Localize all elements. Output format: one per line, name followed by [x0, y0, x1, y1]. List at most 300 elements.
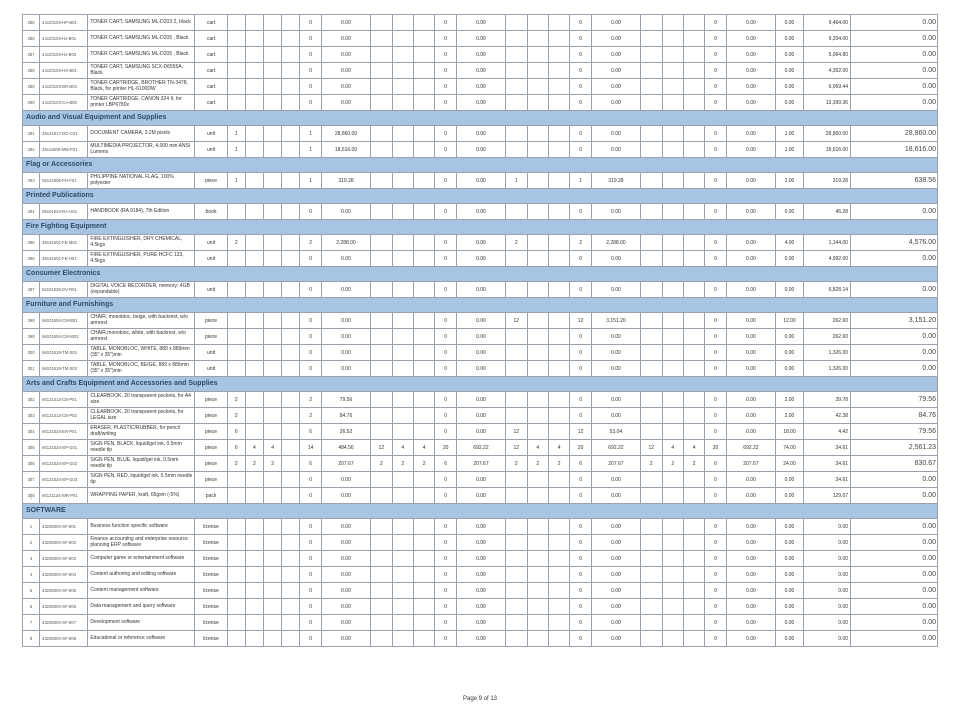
- cell-p1: 0.00: [321, 251, 370, 267]
- cell-f2: [662, 472, 683, 488]
- cell-q1: 1: [300, 126, 321, 142]
- cell-f1: [641, 424, 662, 440]
- cell-q3: 0: [570, 345, 591, 361]
- cell-total: 28,860.00: [851, 126, 938, 142]
- cell-q3: 0: [570, 488, 591, 504]
- cell-p1: 0.00: [321, 488, 370, 504]
- cell-desc: WRAPPING PAPER, kraft, 65gsm (-5%): [88, 488, 195, 504]
- cell-price: 319.28: [803, 173, 850, 189]
- cell-f2: [662, 15, 683, 31]
- cell-f3: [683, 31, 704, 47]
- cell-q2: 0: [435, 488, 456, 504]
- cell-e3: [548, 329, 569, 345]
- cell-no: 1: [23, 519, 40, 535]
- cell-e3: [548, 408, 569, 424]
- cell-p2: 0.00: [456, 583, 505, 599]
- cell-c2: [245, 204, 263, 220]
- cell-q1: 0: [300, 567, 321, 583]
- cell-f2: [662, 392, 683, 408]
- cell-e3: [548, 567, 569, 583]
- cell-e1: 12: [506, 440, 527, 456]
- cell-q2: 0: [435, 631, 456, 647]
- cell-q1: 0: [300, 329, 321, 345]
- cell-q4: 0: [705, 251, 726, 267]
- cell-unit: unit: [195, 251, 227, 267]
- table-row: [23, 519, 938, 535]
- cell-q2: 6: [435, 456, 456, 472]
- cell-p4: 0.00: [726, 583, 775, 599]
- cell-desc: Business function specific software: [88, 519, 195, 535]
- cell-price: 1,144.00: [803, 235, 850, 251]
- cell-f2: [662, 142, 683, 158]
- cell-c2: [245, 142, 263, 158]
- cell-q4: 0: [705, 408, 726, 424]
- cell-t1: 4.00: [776, 235, 804, 251]
- cell-desc: DIGITAL VOICE RECORDER, memory: 4GB (expandable): [88, 282, 195, 298]
- cell-desc: HANDBOOK (RA 9184), 7th Edition: [88, 204, 195, 220]
- cell-unit: pack: [195, 488, 227, 504]
- cell-p4: 0.00: [726, 329, 775, 345]
- cell-d2: [392, 47, 413, 63]
- cell-p2: 0.00: [456, 631, 505, 647]
- table-row: [23, 251, 938, 267]
- cell-d3: [413, 235, 434, 251]
- cell-f2: [662, 488, 683, 504]
- cell-d3: [413, 126, 434, 142]
- cell-d3: [413, 79, 434, 95]
- cell-d2: [392, 126, 413, 142]
- cell-code: 44103103-HJ-B01: [40, 31, 88, 47]
- cell-e1: [506, 282, 527, 298]
- cell-desc: FIRE EXTINGUISHER, PURE HCFC 123, 4.5kgs: [88, 251, 195, 267]
- table-row: [23, 440, 938, 456]
- cell-total: 0.00: [851, 599, 938, 615]
- cell-q4: 0: [705, 79, 726, 95]
- cell-p3: 0.00: [591, 31, 640, 47]
- cell-f3: [683, 142, 704, 158]
- cell-p1: 0.00: [321, 361, 370, 377]
- table-row: [23, 583, 938, 599]
- cell-c3: [264, 599, 282, 615]
- cell-f2: [662, 615, 683, 631]
- cell-c1: [227, 313, 245, 329]
- cell-d2: [392, 583, 413, 599]
- cell-p4: 0.00: [726, 424, 775, 440]
- cell-code: 43230000-SF-003: [40, 551, 88, 567]
- cell-e2: [527, 282, 548, 298]
- cell-code: 43230000-SF-008: [40, 631, 88, 647]
- cell-p2: 0.00: [456, 313, 505, 329]
- cell-p4: 0.00: [726, 535, 775, 551]
- cell-f2: [662, 173, 683, 189]
- cell-e3: [548, 313, 569, 329]
- cell-e3: [548, 392, 569, 408]
- cell-q1: 0: [300, 583, 321, 599]
- cell-code: 44103103-BR-B03: [40, 79, 88, 95]
- cell-c3: [264, 535, 282, 551]
- cell-d3: 2: [413, 456, 434, 472]
- cell-f1: [641, 63, 662, 79]
- cell-f2: [662, 126, 683, 142]
- cell-p1: 0.00: [321, 345, 370, 361]
- cell-total: 0.00: [851, 631, 938, 647]
- cell-f3: [683, 282, 704, 298]
- cell-c1: 1: [227, 173, 245, 189]
- cell-code: 52161535-DV-R01: [40, 282, 88, 298]
- cell-q3: 0: [570, 551, 591, 567]
- cell-code: 60121413-CB-P01: [40, 392, 88, 408]
- cell-f2: [662, 31, 683, 47]
- cell-f2: [662, 204, 683, 220]
- cell-c4: [282, 313, 300, 329]
- cell-t1: 0.00: [776, 488, 804, 504]
- cell-code: 45111609-MM-P01: [40, 142, 88, 158]
- cell-c1: [227, 472, 245, 488]
- cell-total: 0.00: [851, 583, 938, 599]
- cell-t1: 0.00: [776, 631, 804, 647]
- cell-code: 44103103-HX-B01: [40, 63, 88, 79]
- cell-p3: 0.00: [591, 583, 640, 599]
- cell-total: 79.56: [851, 392, 938, 408]
- cell-unit: license: [195, 615, 227, 631]
- table-row: [23, 567, 938, 583]
- cell-c4: [282, 408, 300, 424]
- cell-price: 46.28: [803, 204, 850, 220]
- section-title: Consumer Electronics: [23, 267, 938, 282]
- cell-p1: 207.67: [321, 456, 370, 472]
- cell-q3: 0: [570, 519, 591, 535]
- cell-d2: [392, 15, 413, 31]
- cell-d3: [413, 392, 434, 408]
- cell-unit: license: [195, 551, 227, 567]
- cell-e1: [506, 488, 527, 504]
- cell-p1: 84.76: [321, 408, 370, 424]
- cell-c3: [264, 424, 282, 440]
- cell-t1: 0.00: [776, 599, 804, 615]
- cell-c2: 2: [245, 456, 263, 472]
- cell-c3: [264, 79, 282, 95]
- cell-c4: [282, 535, 300, 551]
- cell-p4: 0.00: [726, 631, 775, 647]
- section-header: [23, 377, 938, 392]
- cell-t1: 0.00: [776, 31, 804, 47]
- cell-q4: 0: [705, 631, 726, 647]
- cell-p3: 0.00: [591, 15, 640, 31]
- cell-f1: [641, 126, 662, 142]
- cell-q2: 0: [435, 282, 456, 298]
- cell-c3: [264, 173, 282, 189]
- section-title: Audio and Visual Equipment and Supplies: [23, 111, 938, 126]
- cell-e3: [548, 63, 569, 79]
- cell-d1: [371, 31, 392, 47]
- cell-c1: [227, 345, 245, 361]
- table-row: [23, 282, 938, 298]
- cell-c2: [245, 282, 263, 298]
- cell-p4: 0.00: [726, 126, 775, 142]
- cell-desc: TABLE, MONOBLOC, BEIGE, 889 x 889mm (35" x 35")min: [88, 361, 195, 377]
- cell-e2: [527, 392, 548, 408]
- cell-c4: [282, 392, 300, 408]
- cell-c1: 1: [227, 126, 245, 142]
- cell-total: 4,576.00: [851, 235, 938, 251]
- cell-c2: [245, 424, 263, 440]
- cell-p2: 0.00: [456, 15, 505, 31]
- cell-f2: [662, 235, 683, 251]
- cell-c1: 6: [227, 440, 245, 456]
- cell-p1: 0.00: [321, 15, 370, 31]
- cell-p1: 319.28: [321, 173, 370, 189]
- table-row: [23, 392, 938, 408]
- cell-total: 2,561.23: [851, 440, 938, 456]
- cell-d2: [392, 361, 413, 377]
- table-row: [23, 204, 938, 220]
- cell-c1: 2: [227, 392, 245, 408]
- cell-c4: [282, 456, 300, 472]
- cell-f1: [641, 535, 662, 551]
- cell-unit: unit: [195, 282, 227, 298]
- cell-f1: [641, 615, 662, 631]
- cell-q2: 0: [435, 424, 456, 440]
- cell-e2: [527, 631, 548, 647]
- cell-d2: [392, 472, 413, 488]
- cell-code: 44103103-CA-B00: [40, 95, 88, 111]
- cell-c2: [245, 615, 263, 631]
- cell-p4: 0.00: [726, 15, 775, 31]
- cell-f1: [641, 31, 662, 47]
- table-row: [23, 142, 938, 158]
- cell-q2: 0: [435, 47, 456, 63]
- cell-p3: 0.00: [591, 142, 640, 158]
- cell-f2: [662, 361, 683, 377]
- cell-q4: 0: [705, 615, 726, 631]
- cell-q1: 1: [300, 173, 321, 189]
- cell-e3: [548, 126, 569, 142]
- cell-q2: 0: [435, 251, 456, 267]
- cell-total: 0.00: [851, 472, 938, 488]
- cell-unit: license: [195, 535, 227, 551]
- cell-p2: 0.00: [456, 599, 505, 615]
- cell-e1: [506, 567, 527, 583]
- cell-d1: [371, 551, 392, 567]
- cell-c4: [282, 599, 300, 615]
- cell-desc: TABLE, MONOBLOC, WHITE, 889 x 889mm (35" x 35")min: [88, 345, 195, 361]
- cell-total: 0.00: [851, 15, 938, 31]
- table-row: [23, 15, 938, 31]
- cell-d2: [392, 535, 413, 551]
- cell-q3: 0: [570, 15, 591, 31]
- cell-no: 299: [23, 329, 40, 345]
- cell-c4: [282, 329, 300, 345]
- cell-unit: piece: [195, 408, 227, 424]
- cell-f3: [683, 424, 704, 440]
- cell-f2: [662, 408, 683, 424]
- cell-f2: [662, 551, 683, 567]
- cell-f1: [641, 329, 662, 345]
- cell-c1: [227, 631, 245, 647]
- cell-code: 45121517-DO-C01: [40, 126, 88, 142]
- cell-q4: 0: [705, 313, 726, 329]
- table-row: [23, 47, 938, 63]
- cell-p1: 0.00: [321, 583, 370, 599]
- cell-e3: [548, 204, 569, 220]
- cell-code: 55121905-PH-F01: [40, 173, 88, 189]
- cell-q2: 0: [435, 583, 456, 599]
- cell-d3: [413, 631, 434, 647]
- cell-total: 84.76: [851, 408, 938, 424]
- cell-q2: 0: [435, 95, 456, 111]
- cell-p2: 0.00: [456, 251, 505, 267]
- cell-q1: 0: [300, 47, 321, 63]
- cell-d2: [392, 408, 413, 424]
- cell-f2: [662, 313, 683, 329]
- cell-c3: [264, 31, 282, 47]
- cell-c2: [245, 47, 263, 63]
- cell-e1: [506, 95, 527, 111]
- cell-c4: [282, 551, 300, 567]
- cell-d3: [413, 583, 434, 599]
- cell-d1: [371, 615, 392, 631]
- cell-q1: 0: [300, 204, 321, 220]
- cell-no: 6: [23, 599, 40, 615]
- table-body: [23, 15, 938, 647]
- cell-c3: [264, 551, 282, 567]
- cell-f1: [641, 519, 662, 535]
- cell-price: 0.00: [803, 631, 850, 647]
- cell-q3: 0: [570, 583, 591, 599]
- cell-desc: ERASER, PLASTIC/RUBBER, for pencil draft/writing: [88, 424, 195, 440]
- cell-p4: 0.00: [726, 47, 775, 63]
- cell-no: 298: [23, 313, 40, 329]
- cell-e2: [527, 567, 548, 583]
- cell-q3: 0: [570, 631, 591, 647]
- cell-code: 43230000-SF-001: [40, 519, 88, 535]
- cell-q2: 0: [435, 408, 456, 424]
- cell-f3: [683, 551, 704, 567]
- cell-code: 60121524-SP-G01: [40, 440, 88, 456]
- cell-f3: [683, 235, 704, 251]
- cell-p2: 0.00: [456, 345, 505, 361]
- cell-q1: 0: [300, 313, 321, 329]
- cell-c2: [245, 519, 263, 535]
- cell-code: 44103103-HP-B01: [40, 15, 88, 31]
- cell-p3: 0.00: [591, 204, 640, 220]
- cell-price: 13,399.36: [803, 95, 850, 111]
- cell-e1: 2: [506, 235, 527, 251]
- cell-p3: 0.00: [591, 95, 640, 111]
- cell-total: 0.00: [851, 535, 938, 551]
- cell-f3: [683, 615, 704, 631]
- table-row: [23, 329, 938, 345]
- cell-p1: 0.00: [321, 599, 370, 615]
- cell-t1: 0.00: [776, 567, 804, 583]
- cell-e2: [527, 204, 548, 220]
- cell-c3: [264, 345, 282, 361]
- cell-f2: [662, 567, 683, 583]
- cell-q2: 0: [435, 551, 456, 567]
- cell-p4: 0.00: [726, 251, 775, 267]
- cell-total: 0.00: [851, 204, 938, 220]
- cell-e3: [548, 79, 569, 95]
- cell-c2: [245, 408, 263, 424]
- cell-t1: 0.00: [776, 79, 804, 95]
- cell-f3: [683, 63, 704, 79]
- cell-e2: [527, 63, 548, 79]
- cell-q4: 0: [705, 31, 726, 47]
- cell-e3: [548, 95, 569, 111]
- table-row: [23, 631, 938, 647]
- section-title: Printed Publications: [23, 189, 938, 204]
- cell-q2: 0: [435, 567, 456, 583]
- cell-p3: 319.28: [591, 173, 640, 189]
- cell-d1: [371, 63, 392, 79]
- cell-p4: 0.00: [726, 142, 775, 158]
- cell-p3: 0.00: [591, 79, 640, 95]
- cell-price: 0.00: [803, 551, 850, 567]
- cell-q1: 0: [300, 599, 321, 615]
- cell-e3: [548, 472, 569, 488]
- cell-desc: FIRE EXTINGUISHER, DRY CHEMICAL, 4.5kgs: [88, 235, 195, 251]
- cell-q4: 0: [705, 63, 726, 79]
- cell-desc: TONER CART, SAMSUNG ML-D203 2, black: [88, 15, 195, 31]
- cell-f1: [641, 173, 662, 189]
- cell-q1: 0: [300, 63, 321, 79]
- table-row: [23, 599, 938, 615]
- cell-f1: 12: [641, 440, 662, 456]
- cell-q3: 0: [570, 599, 591, 615]
- cell-e1: [506, 551, 527, 567]
- cell-desc: SIGN PEN, BLUE, liquid/gel ink, 0.5mm needle tip: [88, 456, 195, 472]
- cell-c3: 2: [264, 456, 282, 472]
- cell-unit: piece: [195, 329, 227, 345]
- cell-unit: piece: [195, 472, 227, 488]
- cell-p3: 692.22: [591, 440, 640, 456]
- procurement-sheet: [22, 14, 938, 647]
- cell-c4: [282, 235, 300, 251]
- cell-f2: [662, 282, 683, 298]
- cell-q1: 0: [300, 95, 321, 111]
- cell-c3: [264, 583, 282, 599]
- cell-f1: [641, 408, 662, 424]
- cell-q2: 0: [435, 329, 456, 345]
- cell-q4: 0: [705, 329, 726, 345]
- cell-total: 0.00: [851, 488, 938, 504]
- cell-c2: [245, 31, 263, 47]
- cell-p2: 0.00: [456, 173, 505, 189]
- cell-price: 18,616.00: [803, 142, 850, 158]
- cell-price: 0.00: [803, 583, 850, 599]
- cell-c2: [245, 488, 263, 504]
- cell-q3: 0: [570, 282, 591, 298]
- table-row: [23, 551, 938, 567]
- cell-c4: [282, 488, 300, 504]
- cell-total: 0.00: [851, 251, 938, 267]
- cell-f1: 2: [641, 456, 662, 472]
- cell-d1: [371, 488, 392, 504]
- cell-p3: 0.00: [591, 345, 640, 361]
- cell-c3: [264, 408, 282, 424]
- cell-c3: [264, 313, 282, 329]
- cell-f3: 2: [683, 456, 704, 472]
- cell-p2: 0.00: [456, 282, 505, 298]
- cell-p1: 79.56: [321, 392, 370, 408]
- cell-p1: 28,860.00: [321, 126, 370, 142]
- cell-d2: [392, 95, 413, 111]
- cell-q3: 0: [570, 79, 591, 95]
- cell-d3: [413, 424, 434, 440]
- cell-p3: 0.00: [591, 631, 640, 647]
- cell-f1: [641, 345, 662, 361]
- cell-unit: unit: [195, 142, 227, 158]
